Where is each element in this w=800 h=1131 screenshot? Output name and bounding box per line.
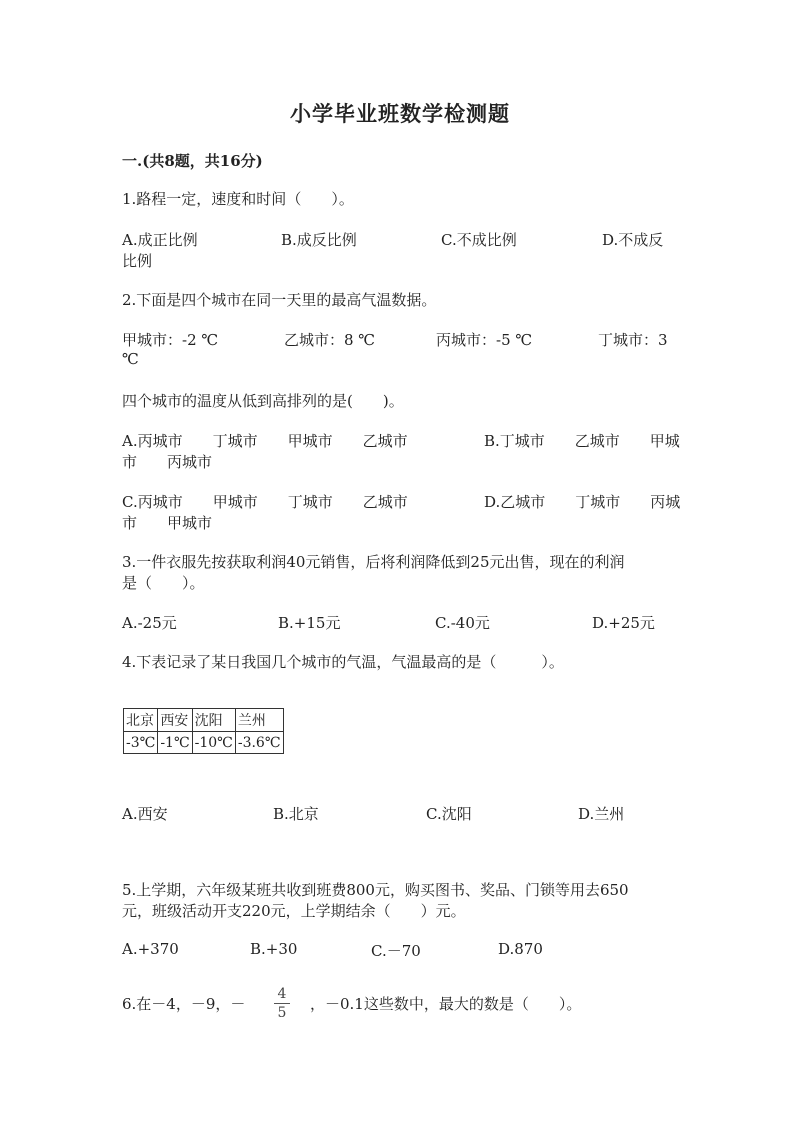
table-cell: 北京 [124, 709, 158, 732]
fraction-denominator: 5 [277, 1005, 287, 1021]
table-cell: 兰州 [235, 709, 283, 732]
fraction-numerator: 4 [277, 986, 287, 1002]
question-1-stem: 1.路程一定，速度和时间（ ）。 [122, 190, 354, 208]
table-cell: -1℃ [158, 732, 192, 754]
q2-option-d-wrap: 市 甲城市 [122, 514, 213, 532]
q2-city-jia: 甲城市：-2 ℃ [122, 331, 219, 349]
section-heading: 一.(共8题，共16分) [122, 152, 263, 170]
q3-option-a: A.-25元 [122, 614, 177, 632]
question-5-stem: 5.上学期，六年级某班共收到班费800元，购买图书、奖品、门锁等用去650 [122, 881, 629, 899]
q2-option-b-wrap: 市 丙城市 [122, 453, 213, 471]
q5-option-b: B.+30 [250, 940, 298, 958]
q4-option-c: C.沈阳 [426, 805, 472, 823]
q4-option-d: D.兰州 [578, 805, 625, 823]
question-3-stem: 3.一件衣服先按获取利润40元销售，后将利润降低到25元出售，现在的利润 [122, 553, 625, 571]
fraction [274, 986, 290, 1021]
question-6-stem-start: 6.在－4，－9，－ [122, 995, 246, 1013]
q1-option-d-wrap: 比例 [122, 252, 153, 270]
table-cell: -3.6℃ [235, 732, 283, 754]
q2-city-bing: 丙城市：-5 ℃ [436, 331, 533, 349]
temperature-table [123, 708, 284, 754]
question-6-stem-end: ，－0.1这些数中，最大的数是（ ）。 [310, 995, 582, 1013]
q3-option-d: D.+25元 [592, 614, 655, 632]
table-cell: -10℃ [192, 732, 235, 754]
q1-option-c: C.不成比例 [441, 231, 517, 249]
q3-option-c: C.-40元 [435, 614, 490, 632]
q2-city-ding: 丁城市：3 [598, 331, 668, 349]
q3-option-b: B.+15元 [278, 614, 341, 632]
table-header-row [124, 709, 284, 732]
q1-option-d: D.不成反 [602, 231, 664, 249]
q2-city-ding-wrap: ℃ [122, 350, 139, 368]
q2-question: 四个城市的温度从低到高排列的是( )。 [122, 392, 404, 410]
table-cell: 沈阳 [192, 709, 235, 732]
question-4-stem: 4.下表记录了某日我国几个城市的气温，气温最高的是（ ）。 [122, 653, 564, 671]
q1-option-a: A.成正比例 [122, 231, 198, 249]
table-cell: -3℃ [124, 732, 158, 754]
fraction-bar [274, 1003, 290, 1004]
q2-option-d: D.乙城市 丁城市 丙城 [484, 493, 681, 511]
question-5-stem-wrap: 元，班级活动开支220元，上学期结余（ ）元。 [122, 902, 466, 920]
q2-city-yi: 乙城市：8 ℃ [284, 331, 376, 349]
q4-option-b: B.北京 [273, 805, 319, 823]
table-cell: 西安 [158, 709, 192, 732]
q1-option-b: B.成反比例 [281, 231, 357, 249]
q4-option-a: A.西安 [122, 805, 168, 823]
question-2-stem: 2.下面是四个城市在同一天里的最高气温数据。 [122, 291, 437, 309]
table-row [124, 732, 284, 754]
question-3-stem-wrap: 是（ ）。 [122, 574, 205, 592]
q2-option-b: B.丁城市 乙城市 甲城 [484, 432, 680, 450]
q2-option-a: A.丙城市 丁城市 甲城市 乙城市 [122, 432, 408, 450]
q2-option-c: C.丙城市 甲城市 丁城市 乙城市 [122, 493, 408, 511]
page-title: 小学毕业班数学检测题 [290, 101, 510, 126]
q5-option-a: A.+370 [122, 940, 179, 958]
q5-option-c: C.－70 [371, 942, 421, 960]
q5-option-d: D.870 [498, 940, 543, 958]
